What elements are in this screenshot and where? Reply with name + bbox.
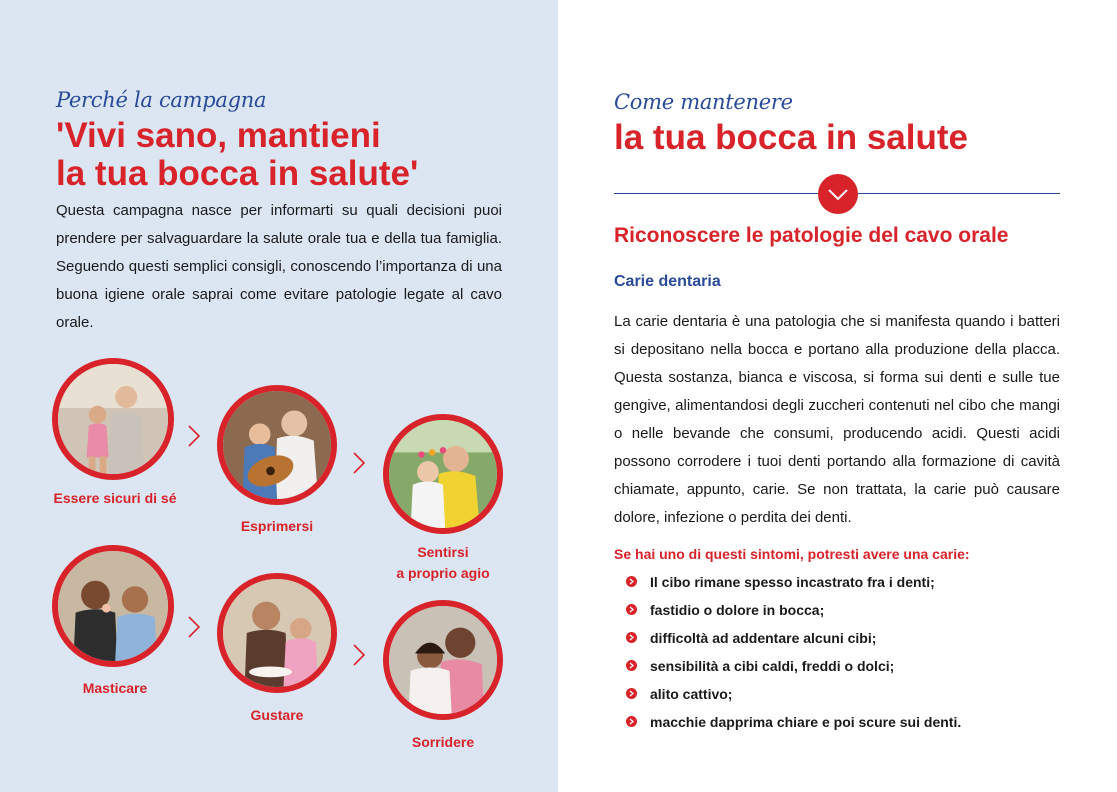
symptom-text: fastidio o dolore in bocca; (650, 602, 825, 618)
photo-express (217, 385, 337, 505)
caption-express (202, 516, 352, 537)
section-title: Riconoscere le patologie del cavo orale (614, 224, 1009, 247)
list-item (614, 708, 1060, 736)
right-title: la tua bocca in salute (614, 118, 968, 157)
symptoms-intro: Se hai uno di questi sintomi, potresti avere una carie: (614, 546, 970, 562)
symptom-text: Il cibo rimane spesso incastrato fra i denti; (650, 574, 935, 590)
right-kicker: Come mantenere (614, 90, 793, 114)
list-item (614, 596, 1060, 624)
photo-express-image (223, 391, 331, 499)
chevron-down-icon (818, 174, 858, 214)
right-panel (558, 0, 1117, 792)
left-panel (0, 0, 558, 792)
chevron-right-icon (352, 451, 366, 475)
bullet-chevron-icon (626, 604, 637, 615)
left-title-line1: 'Vivi sano, mantieni (56, 116, 381, 155)
photo-taste-image (223, 579, 331, 687)
caption-line: Essere sicuri di sé (53, 490, 177, 506)
caption-confident (40, 488, 190, 509)
chevron-right-icon (352, 643, 366, 667)
symptom-text: sensibilità a cibi caldi, freddi o dolci; (650, 658, 895, 674)
bullet-chevron-icon (626, 660, 637, 671)
left-title-line2: la tua bocca in salute' (56, 154, 419, 193)
symptoms-list (614, 568, 1060, 736)
caption-line: Sentirsi (417, 544, 469, 560)
caption-line: Masticare (82, 680, 148, 696)
photo-confident (52, 358, 174, 480)
bullet-chevron-icon (626, 716, 637, 727)
photo-comfortable-image (389, 420, 497, 528)
photo-comfortable (383, 414, 503, 534)
subsection-title: Carie dentaria (614, 273, 721, 290)
bullet-chevron-icon (626, 688, 637, 699)
left-intro: Questa campagna nasce per informarti su quali decisioni puoi prendere per salvaguardare la salute orale tua e della tua famiglia. Seguendo questi semplici consigli, conoscendo l’importanza di una buona igiene orale saprai come evitare patologie legate al cavo orale. (56, 202, 502, 331)
photo-chew (52, 545, 174, 667)
symptom-text: alito cattivo; (650, 686, 733, 702)
photo-confident-image (58, 364, 168, 474)
bullet-chevron-icon (626, 632, 637, 643)
caption-smile (368, 732, 518, 753)
left-kicker: Perché la campagna (56, 88, 267, 112)
caption-line: a proprio agio (396, 565, 490, 581)
left-title (56, 117, 536, 193)
photo-taste (217, 573, 337, 693)
photo-smile (383, 600, 503, 720)
symptom-text: macchie dapprima chiare e poi scure sui denti. (650, 714, 962, 730)
bullet-chevron-icon (626, 576, 637, 587)
chevron-right-icon (187, 424, 201, 448)
list-item (614, 624, 1060, 652)
symptom-text: difficoltà ad addentare alcuni cibi; (650, 630, 877, 646)
caption-line: Sorridere (411, 734, 475, 750)
list-item (614, 652, 1060, 680)
caption-taste (202, 705, 352, 726)
divider-badge (818, 174, 858, 214)
chevron-right-icon (187, 615, 201, 639)
list-item (614, 568, 1060, 596)
caption-comfortable (368, 542, 518, 584)
caption-chew (40, 678, 190, 699)
list-item (614, 680, 1060, 708)
caption-line: Esprimersi (240, 518, 314, 534)
photo-chew-image (58, 551, 168, 661)
caries-description: La carie dentaria è una patologia che si manifesta quando i batteri si depositano nella bocca e portano alla produzione della placca. Questa sostanza, bianca e viscosa, si forma sui denti e sulle tue gengive, alimentandosi degli zuccheri contenuti nel cibo che mangi o nelle bevande che consumi, producendo acidi. Questi acidi possono corrodere i tuoi denti portando alla formazione di cavità chiamate, appunto, carie. Se non trattata, la carie può causare dolore, infezione o perdita dei denti. (614, 313, 1060, 526)
photo-smile-image (389, 606, 497, 714)
caption-line: Gustare (250, 707, 304, 723)
